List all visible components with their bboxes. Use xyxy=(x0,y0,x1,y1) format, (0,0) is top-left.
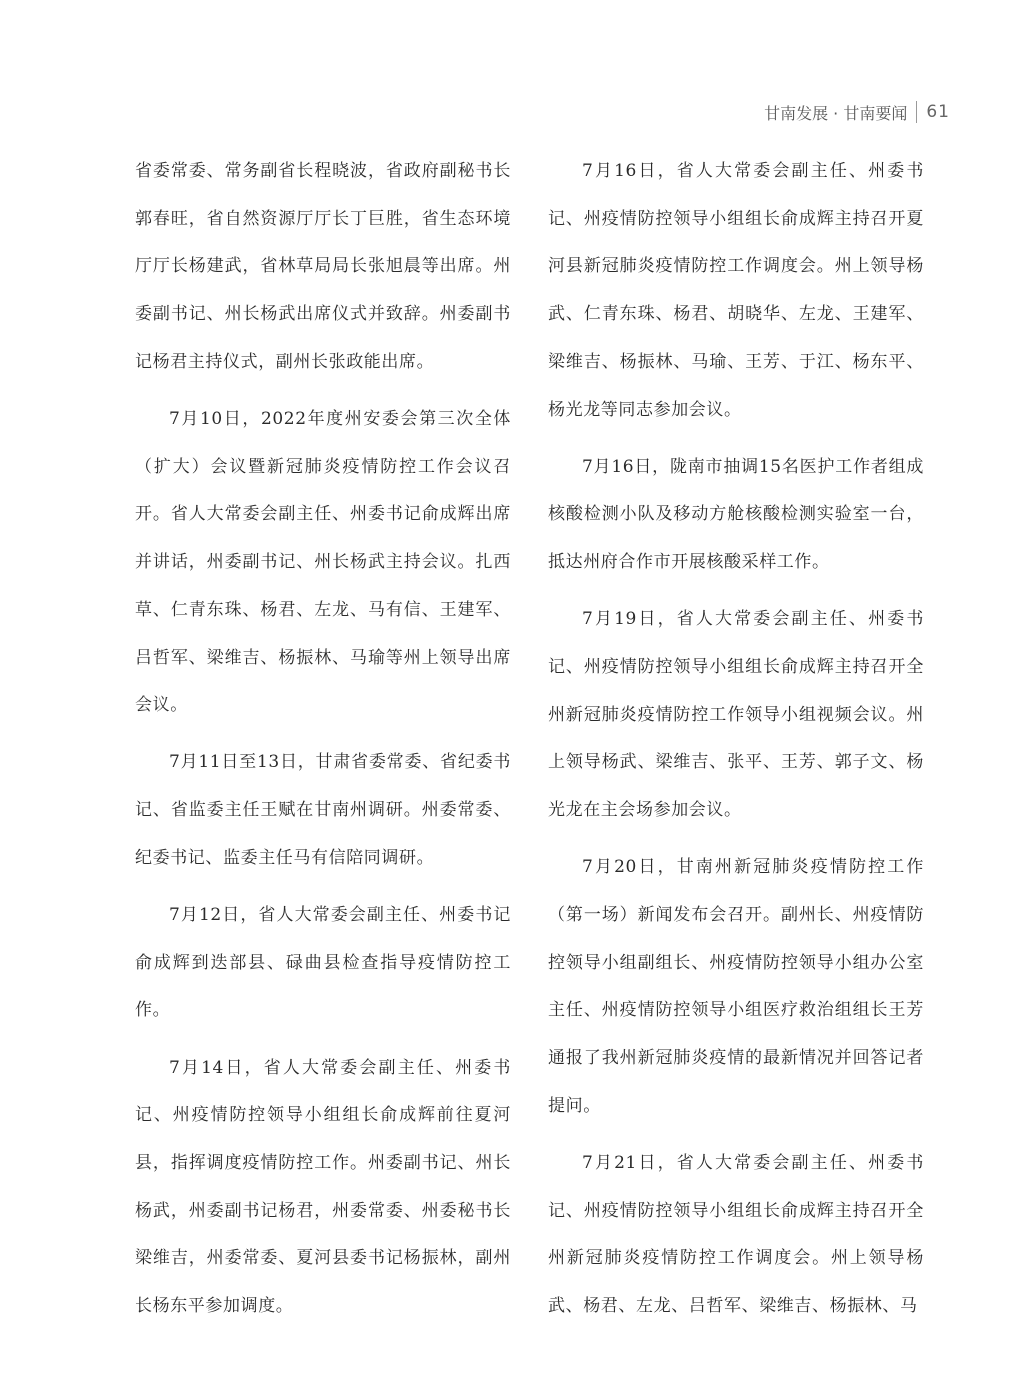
paragraph: 7月11日至13日，甘肃省委常委、省纪委书记、省监委主任王赋在甘南州调研。州委常委、纪委书记、监委主任马有信陪同调研。 xyxy=(135,752,511,868)
paragraph: 7月10日，2022年度州安委会第三次全体（扩大）会议暨新冠肺炎疫情防控工作会议召开。省人大常委会副主任、州委书记俞成辉出席并讲话，州委副书记、州长杨武主持会议。扎西草、仁青东珠、杨君、左龙、马有信、王建军、吕哲军、梁维吉、杨振林、马瑜等州上领导出席会议。 xyxy=(135,409,511,716)
paragraph: 7月21日，省人大常委会副主任、州委书记、州疫情防控领导小组组长俞成辉主持召开全州新冠肺炎疫情防控工作调度会。州上领导杨武、杨君、左龙、吕哲军、梁维吉、杨振林、马 xyxy=(548,1153,924,1317)
page-number: 61 xyxy=(926,102,950,122)
paragraph: 7月14日，省人大常委会副主任、州委书记、州疫情防控领导小组组长俞成辉前往夏河县，指挥调度疫情防控工作。州委副书记、州长杨武，州委副书记杨君，州委常委、州委秘书长梁维吉，州委常委、夏河县委书记杨振林，副州长杨东平参加调度。 xyxy=(135,1057,511,1317)
header-divider xyxy=(916,101,917,123)
paragraph: 省委常委、常务副省长程晓波，省政府副秘书长郭春旺，省自然资源厅厅长丁巨胜，省生态环境厅厅长杨建武，省林草局局长张旭晨等出席。州委副书记、州长杨武出席仪式并致辞。州委副书记杨君主持仪式，副州长张政能出席。 xyxy=(135,161,511,372)
paragraph: 7月19日，省人大常委会副主任、州委书记、州疫情防控领导小组组长俞成辉主持召开全州新冠肺炎疫情防控工作领导小组视频会议。州上领导杨武、梁维吉、张平、王芳、郭子文、杨光龙在主会场参加会议。 xyxy=(548,609,924,821)
right-column xyxy=(548,148,924,1340)
running-header xyxy=(764,97,950,127)
paragraph: 7月12日，省人大常委会副主任、州委书记俞成辉到迭部县、碌曲县检查指导疫情防控工作。 xyxy=(135,905,511,1021)
section-title: 甘南发展 · 甘南要闻 xyxy=(764,103,908,123)
paragraph: 7月20日，甘南州新冠肺炎疫情防控工作（第一场）新闻发布会召开。副州长、州疫情防控领导小组副组长、州疫情防控领导小组办公室主任、州疫情防控领导小组医疗救治组组长王芳通报了我州新冠肺炎疫情的最新情况并回答记者提问。 xyxy=(548,857,924,1116)
paragraph: 7月16日，陇南市抽调15名医护工作者组成核酸检测小队及移动方舱核酸检测实验室一台，抵达州府合作市开展核酸采样工作。 xyxy=(548,456,924,573)
left-column xyxy=(135,148,511,1340)
paragraph: 7月16日，省人大常委会副主任、州委书记、州疫情防控领导小组组长俞成辉主持召开夏河县新冠肺炎疫情防控工作调度会。州上领导杨武、仁青东珠、杨君、胡晓华、左龙、王建军、梁维吉、杨振林、马瑜、王芳、于江、杨东平、杨光龙等同志参加会议。 xyxy=(548,161,924,420)
